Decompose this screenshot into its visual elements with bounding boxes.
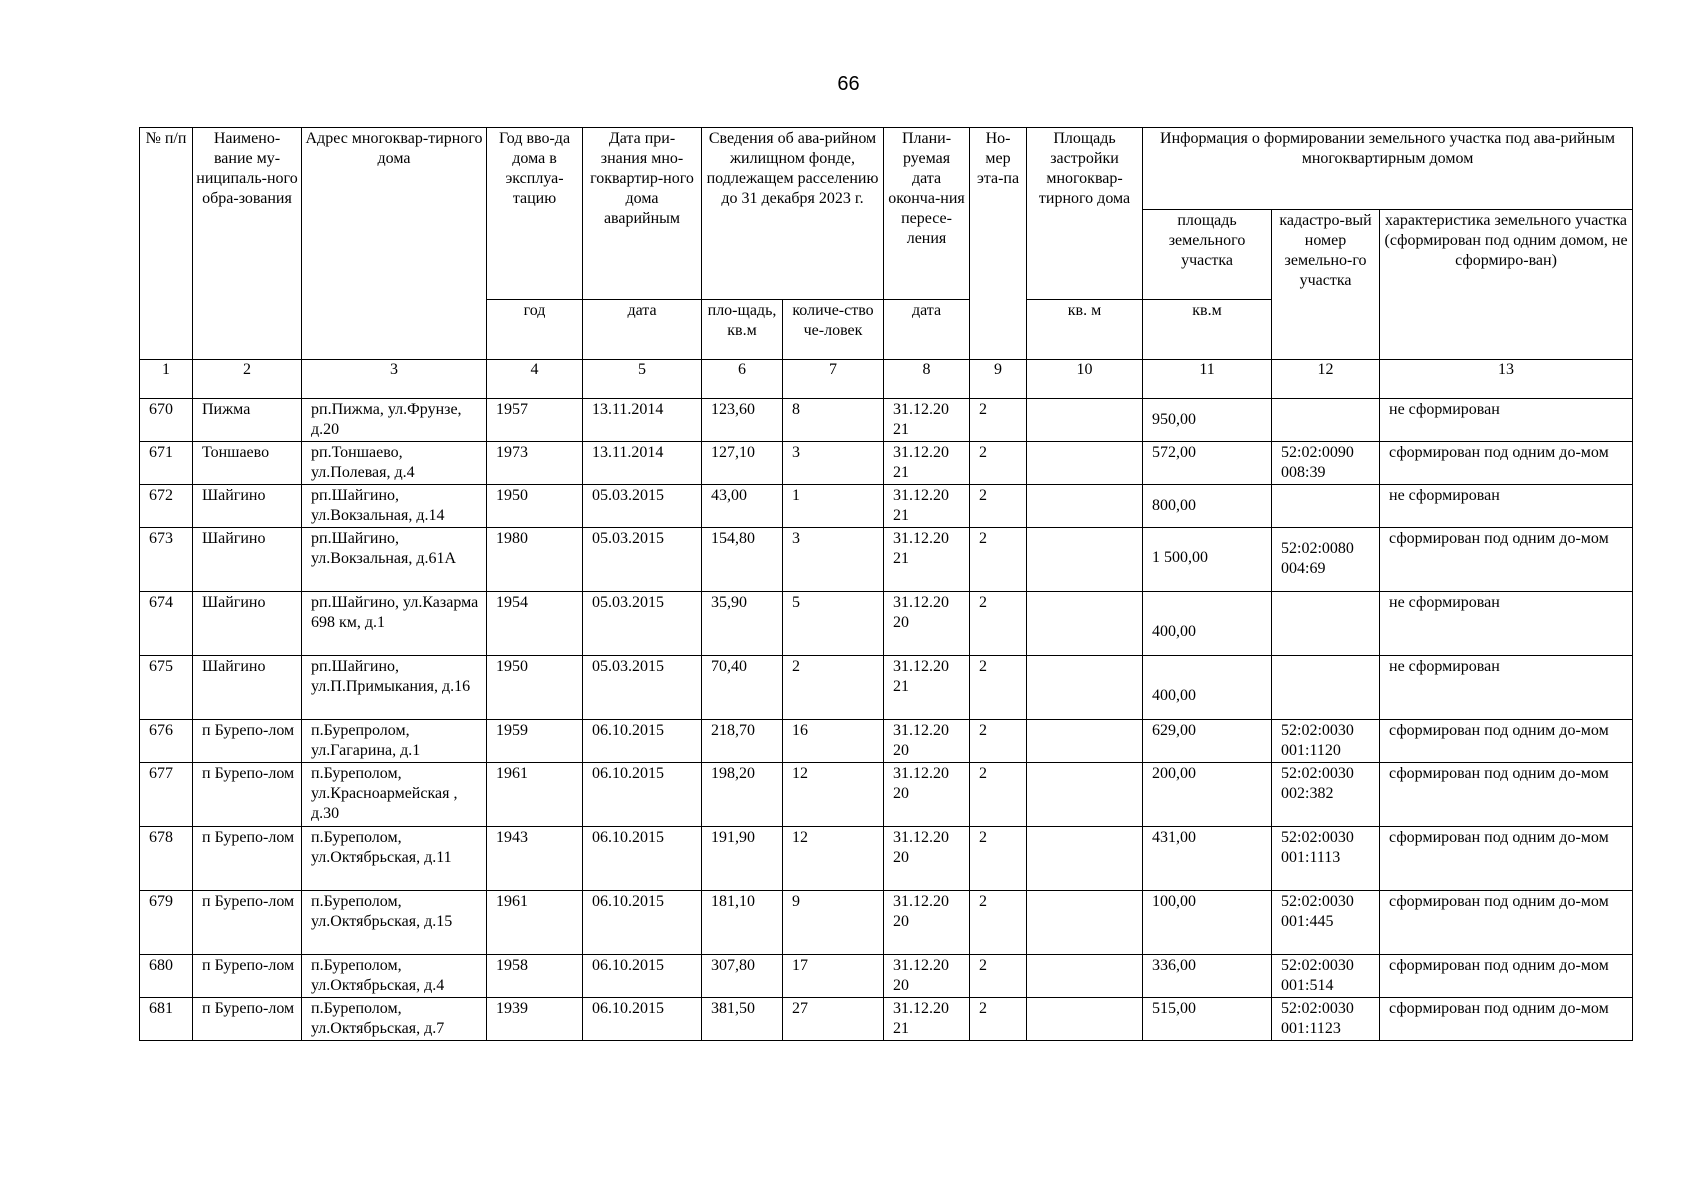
table-row bbox=[140, 399, 1633, 442]
table-row bbox=[140, 485, 1633, 528]
cell-status: не сформирован bbox=[1380, 656, 1633, 720]
cell-plan-date: 31.12.20 21 bbox=[884, 442, 970, 485]
col-num: 4 bbox=[487, 360, 583, 399]
cell-build-area bbox=[1027, 592, 1143, 656]
table-row bbox=[140, 442, 1633, 485]
cell-area: 154,80 bbox=[702, 528, 783, 592]
cell-date: 06.10.2015 bbox=[583, 827, 702, 891]
column-numbers bbox=[140, 360, 1633, 399]
cell-stage: 2 bbox=[970, 827, 1027, 891]
cell-municipality: п Бурепо-лом bbox=[193, 827, 302, 891]
cell-cadastral: 52:02:0030 001:1123 bbox=[1272, 998, 1380, 1041]
cell-land-area: 515,00 bbox=[1143, 998, 1272, 1041]
header-number: № п/п bbox=[140, 128, 193, 360]
cell-build-area bbox=[1027, 955, 1143, 998]
cell-plan-date: 31.12.20 21 bbox=[884, 528, 970, 592]
cell-area: 218,70 bbox=[702, 720, 783, 763]
cell-area: 123,60 bbox=[702, 399, 783, 442]
col-num: 5 bbox=[583, 360, 702, 399]
cell-year: 1954 bbox=[487, 592, 583, 656]
cell-date: 05.03.2015 bbox=[583, 485, 702, 528]
header-land-area: площадь земельного участка bbox=[1143, 210, 1272, 300]
page-number: 66 bbox=[837, 73, 860, 95]
cell-date: 06.10.2015 bbox=[583, 720, 702, 763]
cell-number: 681 bbox=[140, 998, 193, 1041]
cell-address: п.Буреполом, ул.Октябрьская, д.15 bbox=[302, 891, 487, 955]
cell-status: не сформирован bbox=[1380, 485, 1633, 528]
col-num: 12 bbox=[1272, 360, 1380, 399]
header-recognition-date: Дата при-знания мно-гоквартир-ного дома аварийным bbox=[583, 128, 702, 300]
cell-date: 06.10.2015 bbox=[583, 955, 702, 998]
col-num: 11 bbox=[1143, 360, 1272, 399]
cell-municipality: Шайгино bbox=[193, 592, 302, 656]
col-num: 9 bbox=[970, 360, 1027, 399]
cell-cadastral: 52:02:0030 002:382 bbox=[1272, 763, 1380, 827]
cell-status: сформирован под одним до-мом bbox=[1380, 720, 1633, 763]
cell-address: п.Буреполом, ул.Октябрьская, д.11 bbox=[302, 827, 487, 891]
table-body bbox=[140, 399, 1633, 1041]
cell-address: п.Буреполом, ул.Октябрьская, д.4 bbox=[302, 955, 487, 998]
cell-people: 3 bbox=[783, 442, 884, 485]
cell-plan-date: 31.12.20 21 bbox=[884, 998, 970, 1041]
cell-status: сформирован под одним до-мом bbox=[1380, 763, 1633, 827]
cell-address: п.Буреполом, ул.Красноармейская , д.30 bbox=[302, 763, 487, 827]
cell-year: 1943 bbox=[487, 827, 583, 891]
cell-number: 675 bbox=[140, 656, 193, 720]
cell-build-area bbox=[1027, 399, 1143, 442]
header-cadastral: кадастро-вый номер земельно-го участка bbox=[1272, 210, 1380, 360]
unit-plan-date: дата bbox=[884, 300, 970, 360]
cell-number: 670 bbox=[140, 399, 193, 442]
table-row bbox=[140, 592, 1633, 656]
cell-area: 181,10 bbox=[702, 891, 783, 955]
cell-land-area: 629,00 bbox=[1143, 720, 1272, 763]
header-housing-info: Сведения об ава-рийном жилищном фонде, подлежащем расселению до 31 декабря 2023 г. bbox=[702, 128, 884, 300]
cell-land-area: 336,00 bbox=[1143, 955, 1272, 998]
header-municipality: Наимено-вание му-ниципаль-ного обра-зования bbox=[193, 128, 302, 360]
col-num: 1 bbox=[140, 360, 193, 399]
header-planned-date: Плани-руемая дата оконча-ния пересе-ления bbox=[884, 128, 970, 300]
cell-stage: 2 bbox=[970, 998, 1027, 1041]
cell-build-area bbox=[1027, 528, 1143, 592]
cell-cadastral bbox=[1272, 592, 1380, 656]
cell-status: не сформирован bbox=[1380, 592, 1633, 656]
cell-plan-date: 31.12.20 20 bbox=[884, 891, 970, 955]
cell-plan-date: 31.12.20 20 bbox=[884, 955, 970, 998]
cell-people: 27 bbox=[783, 998, 884, 1041]
cell-build-area bbox=[1027, 485, 1143, 528]
cell-stage: 2 bbox=[970, 763, 1027, 827]
header-land-info: Информация о формировании земельного участка под ава-рийным многоквартирным домом bbox=[1143, 128, 1633, 210]
cell-address: рп.Шайгино, ул.Вокзальная, д.14 bbox=[302, 485, 487, 528]
header-stage: Но-мер эта-па bbox=[970, 128, 1027, 360]
table-row bbox=[140, 827, 1633, 891]
cell-people: 8 bbox=[783, 399, 884, 442]
cell-year: 1950 bbox=[487, 656, 583, 720]
cell-cadastral bbox=[1272, 399, 1380, 442]
cell-municipality: п Бурепо-лом bbox=[193, 955, 302, 998]
cell-area: 381,50 bbox=[702, 998, 783, 1041]
cell-cadastral: 52:02:0030 001:514 bbox=[1272, 955, 1380, 998]
cell-land-area: 431,00 bbox=[1143, 827, 1272, 891]
cell-address: рп.Шайгино, ул.Вокзальная, д.61А bbox=[302, 528, 487, 592]
cell-stage: 2 bbox=[970, 528, 1027, 592]
header-land-status: характеристика земельного участка (сформирован под одним домом, не сформиро-ван) bbox=[1380, 210, 1633, 360]
col-num: 6 bbox=[702, 360, 783, 399]
cell-date: 13.11.2014 bbox=[583, 399, 702, 442]
cell-year: 1939 bbox=[487, 998, 583, 1041]
cell-plan-date: 31.12.20 20 bbox=[884, 827, 970, 891]
unit-build-area: кв. м bbox=[1027, 300, 1143, 360]
cell-people: 2 bbox=[783, 656, 884, 720]
cell-stage: 2 bbox=[970, 955, 1027, 998]
cell-land-area: 100,00 bbox=[1143, 891, 1272, 955]
cell-date: 06.10.2015 bbox=[583, 998, 702, 1041]
cell-address: п.Буреполом, ул.Октябрьская, д.7 bbox=[302, 998, 487, 1041]
col-num: 7 bbox=[783, 360, 884, 399]
cell-number: 673 bbox=[140, 528, 193, 592]
col-num: 13 bbox=[1380, 360, 1633, 399]
cell-number: 677 bbox=[140, 763, 193, 827]
cell-land-area: 1 500,00 bbox=[1143, 528, 1272, 592]
cell-build-area bbox=[1027, 720, 1143, 763]
cell-address: п.Бурепролом, ул.Гагарина, д.1 bbox=[302, 720, 487, 763]
table-row bbox=[140, 998, 1633, 1041]
cell-year: 1980 bbox=[487, 528, 583, 592]
table-row bbox=[140, 763, 1633, 827]
cell-cadastral: 52:02:0030 001:1120 bbox=[1272, 720, 1380, 763]
cell-people: 9 bbox=[783, 891, 884, 955]
cell-stage: 2 bbox=[970, 891, 1027, 955]
cell-status: сформирован под одним до-мом bbox=[1380, 955, 1633, 998]
cell-year: 1950 bbox=[487, 485, 583, 528]
cell-build-area bbox=[1027, 656, 1143, 720]
cell-people: 16 bbox=[783, 720, 884, 763]
unit-land-area: кв.м bbox=[1143, 300, 1272, 360]
cell-year: 1961 bbox=[487, 891, 583, 955]
cell-municipality: п Бурепо-лом bbox=[193, 763, 302, 827]
cell-stage: 2 bbox=[970, 592, 1027, 656]
col-num: 8 bbox=[884, 360, 970, 399]
cell-municipality: Шайгино bbox=[193, 528, 302, 592]
header-building-area: Площадь застройки многоквар-тирного дома bbox=[1027, 128, 1143, 300]
cell-municipality: п Бурепо-лом bbox=[193, 891, 302, 955]
unit-date: дата bbox=[583, 300, 702, 360]
cell-cadastral: 52:02:0080 004:69 bbox=[1272, 528, 1380, 592]
cell-number: 678 bbox=[140, 827, 193, 891]
unit-area: пло-щадь, кв.м bbox=[702, 300, 783, 360]
cell-cadastral bbox=[1272, 656, 1380, 720]
cell-municipality: п Бурепо-лом bbox=[193, 998, 302, 1041]
cell-plan-date: 31.12.20 20 bbox=[884, 720, 970, 763]
cell-area: 191,90 bbox=[702, 827, 783, 891]
cell-year: 1961 bbox=[487, 763, 583, 827]
cell-land-area: 200,00 bbox=[1143, 763, 1272, 827]
cell-cadastral: 52:02:0030 001:445 bbox=[1272, 891, 1380, 955]
col-num: 2 bbox=[193, 360, 302, 399]
cell-date: 05.03.2015 bbox=[583, 592, 702, 656]
cell-status: сформирован под одним до-мом bbox=[1380, 891, 1633, 955]
cell-people: 12 bbox=[783, 763, 884, 827]
cell-stage: 2 bbox=[970, 442, 1027, 485]
cell-people: 3 bbox=[783, 528, 884, 592]
cell-date: 05.03.2015 bbox=[583, 528, 702, 592]
cell-date: 05.03.2015 bbox=[583, 656, 702, 720]
cell-build-area bbox=[1027, 442, 1143, 485]
cell-date: 06.10.2015 bbox=[583, 891, 702, 955]
cell-number: 680 bbox=[140, 955, 193, 998]
cell-year: 1957 bbox=[487, 399, 583, 442]
cell-status: сформирован под одним до-мом bbox=[1380, 827, 1633, 891]
cell-year: 1958 bbox=[487, 955, 583, 998]
table-row bbox=[140, 528, 1633, 592]
unit-year: год bbox=[487, 300, 583, 360]
cell-area: 307,80 bbox=[702, 955, 783, 998]
table-row bbox=[140, 891, 1633, 955]
table-row bbox=[140, 955, 1633, 998]
cell-plan-date: 31.12.20 21 bbox=[884, 485, 970, 528]
cell-plan-date: 31.12.20 20 bbox=[884, 763, 970, 827]
header-year: Год вво-да дома в эксплуа-тацию bbox=[487, 128, 583, 300]
cell-cadastral bbox=[1272, 485, 1380, 528]
cell-stage: 2 bbox=[970, 656, 1027, 720]
cell-address: рп.Шайгино, ул.Казарма 698 км, д.1 bbox=[302, 592, 487, 656]
cell-municipality: Шайгино bbox=[193, 656, 302, 720]
cell-municipality: Пижма bbox=[193, 399, 302, 442]
unit-people: количе-ство че-ловек bbox=[783, 300, 884, 360]
cell-cadastral: 52:02:0090 008:39 bbox=[1272, 442, 1380, 485]
table-row bbox=[140, 656, 1633, 720]
cell-status: не сформирован bbox=[1380, 399, 1633, 442]
cell-people: 17 bbox=[783, 955, 884, 998]
header-address: Адрес многоквар-тирного дома bbox=[302, 128, 487, 360]
cell-status: сформирован под одним до-мом bbox=[1380, 528, 1633, 592]
cell-area: 35,90 bbox=[702, 592, 783, 656]
cell-number: 672 bbox=[140, 485, 193, 528]
cell-year: 1973 bbox=[487, 442, 583, 485]
cell-people: 12 bbox=[783, 827, 884, 891]
cell-build-area bbox=[1027, 998, 1143, 1041]
col-num: 3 bbox=[302, 360, 487, 399]
cell-municipality: Тоншаево bbox=[193, 442, 302, 485]
cell-plan-date: 31.12.20 21 bbox=[884, 399, 970, 442]
cell-land-area: 400,00 bbox=[1143, 592, 1272, 656]
cell-plan-date: 31.12.20 20 bbox=[884, 592, 970, 656]
table-row bbox=[140, 720, 1633, 763]
cell-status: сформирован под одним до-мом bbox=[1380, 998, 1633, 1041]
cell-address: рп.Пижма, ул.Фрунзе, д.20 bbox=[302, 399, 487, 442]
cell-stage: 2 bbox=[970, 720, 1027, 763]
cell-stage: 2 bbox=[970, 485, 1027, 528]
cell-year: 1959 bbox=[487, 720, 583, 763]
cell-cadastral: 52:02:0030 001:1113 bbox=[1272, 827, 1380, 891]
cell-land-area: 400,00 bbox=[1143, 656, 1272, 720]
cell-plan-date: 31.12.20 21 bbox=[884, 656, 970, 720]
cell-area: 43,00 bbox=[702, 485, 783, 528]
cell-address: рп.Тоншаево, ул.Полевая, д.4 bbox=[302, 442, 487, 485]
cell-number: 671 bbox=[140, 442, 193, 485]
cell-people: 5 bbox=[783, 592, 884, 656]
cell-address: рп.Шайгино, ул.П.Примыкания, д.16 bbox=[302, 656, 487, 720]
cell-build-area bbox=[1027, 827, 1143, 891]
cell-land-area: 950,00 bbox=[1143, 399, 1272, 442]
cell-number: 679 bbox=[140, 891, 193, 955]
cell-build-area bbox=[1027, 891, 1143, 955]
table-header bbox=[140, 128, 1633, 399]
cell-status: сформирован под одним до-мом bbox=[1380, 442, 1633, 485]
emergency-housing-table bbox=[139, 127, 1633, 1041]
cell-stage: 2 bbox=[970, 399, 1027, 442]
cell-municipality: п Бурепо-лом bbox=[193, 720, 302, 763]
cell-area: 70,40 bbox=[702, 656, 783, 720]
cell-date: 06.10.2015 bbox=[583, 763, 702, 827]
col-num: 10 bbox=[1027, 360, 1143, 399]
cell-people: 1 bbox=[783, 485, 884, 528]
cell-area: 127,10 bbox=[702, 442, 783, 485]
cell-municipality: Шайгино bbox=[193, 485, 302, 528]
cell-number: 674 bbox=[140, 592, 193, 656]
cell-area: 198,20 bbox=[702, 763, 783, 827]
cell-build-area bbox=[1027, 763, 1143, 827]
cell-land-area: 572,00 bbox=[1143, 442, 1272, 485]
cell-land-area: 800,00 bbox=[1143, 485, 1272, 528]
cell-date: 13.11.2014 bbox=[583, 442, 702, 485]
cell-number: 676 bbox=[140, 720, 193, 763]
